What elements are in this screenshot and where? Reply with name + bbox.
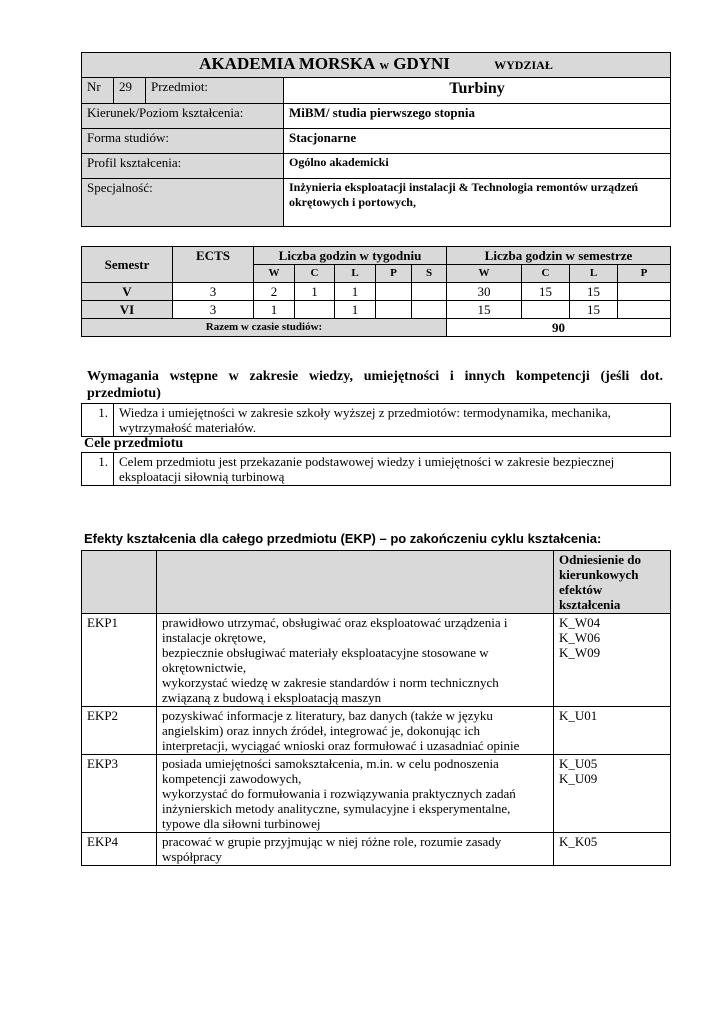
outcomes-header-code [82,551,157,614]
weekly-cell [412,301,447,319]
item-text: Celem przedmiotu jest przekazanie podstawowej wiedzy i umiejętności w zakresie bezpiecznej eksploatacji siłownią turbinową [114,453,671,486]
weekly-col-w: W [254,265,295,283]
table-row [82,614,671,707]
total-value: 90 [447,319,671,337]
profile-label: Profil kształcenia: [82,154,284,179]
outcome-code: EKP3 [82,755,157,833]
goals-heading: Cele przedmiotu [84,436,184,451]
table-row [82,283,671,301]
field-value: MiBM/ studia pierwszego stopnia [284,104,671,129]
weekly-cell: 1 [254,301,295,319]
semester-hours-cell: 15 [570,283,618,301]
semester-hours-cell [618,283,671,301]
field-label: Kierunek/Poziom kształcenia: [82,104,284,129]
semester-hours-cell: 15 [447,301,522,319]
outcome-refs: K_W04 K_W06 K_W09 [554,614,671,707]
sem-col-c: C [522,265,570,283]
semester-hours-cell: 30 [447,283,522,301]
outcome-refs: K_U05 K_U09 [554,755,671,833]
outcome-code: EKP1 [82,614,157,707]
outcome-code: EKP2 [82,707,157,755]
item-number: 1. [82,404,114,437]
university-title: AKADEMIA MORSKA w GDYNI WYDZIAŁ [82,53,671,78]
outcomes-table [81,550,671,866]
requirements-table [81,403,671,437]
ects-cell: 3 [173,283,254,301]
outcome-text: pracować w grupie przyjmując w niej różne role, rozumie zasady współpracy [157,833,554,866]
outcome-refs: K_U01 [554,707,671,755]
subject-label: Przedmiot: [146,78,284,104]
outcome-text: prawidłowo utrzymać, obsługiwać oraz eksploatować urządzenia i instalacje okrętowe, bezpiecznie obsługiwać materiały eksploatacyjne stosowane w okrętownictwie, wykorzystać wiedzę w zakresie standardów i norm technicznych związaną z budową i eksploatacją maszyn [157,614,554,707]
specialty-value: Inżynieria eksploatacji instalacji & Technologia remontów urządzeń okrętowych i portowych, [284,179,671,227]
weekly-cell: 1 [335,301,376,319]
total-label: Razem w czasie studiów: [82,319,447,337]
weekly-col-c: C [295,265,335,283]
semester-hours-header: Liczba godzin w semestrze [447,247,671,265]
goals-table [81,452,671,486]
header-table [81,52,671,227]
weekly-cell [412,283,447,301]
outcome-refs: K_K05 [554,833,671,866]
list-item [82,404,671,437]
study-form-value: Stacjonarne [284,129,671,154]
weekly-cell: 1 [295,283,335,301]
hours-table [81,246,671,337]
subject-value: Turbiny [284,78,671,104]
requirements-heading: Wymagania wstępne w zakresie wiedzy, umiejętności i innych kompetencji (jeśli dot. przedmiotu) [87,369,663,401]
table-row [82,301,671,319]
item-number: 1. [82,453,114,486]
semester-cell: VI [82,301,173,319]
profile-value: Ogólno akademicki [284,154,671,179]
ects-header: ECTS [173,247,254,283]
item-text: Wiedza i umiejętności w zakresie szkoły wyższej z przedmiotów: termodynamika, mechanika, wytrzymałość materiałów. [114,404,671,437]
sem-col-p: P [618,265,671,283]
sem-col-w: W [447,265,522,283]
weekly-cell: 2 [254,283,295,301]
list-item [82,453,671,486]
weekly-col-s: S [412,265,447,283]
weekly-cell [295,301,335,319]
weekly-col-p: P [376,265,412,283]
faculty-label: WYDZIAŁ [494,58,553,72]
semester-hours-cell: 15 [522,283,570,301]
outcome-code: EKP4 [82,833,157,866]
study-form-label: Forma studiów: [82,129,284,154]
outcomes-ref-header: Odniesienie do kierunkowych efektów kształcenia [554,551,671,614]
semester-hours-cell [522,301,570,319]
nr-label: Nr [82,78,114,104]
table-row [82,755,671,833]
weekly-cell [376,283,412,301]
weekly-cell [376,301,412,319]
table-row [82,833,671,866]
sem-col-l: L [570,265,618,283]
table-row [82,707,671,755]
outcomes-header-text [157,551,554,614]
nr-value: 29 [114,78,146,104]
specialty-label: Specjalność: [82,179,284,227]
semester-header: Semestr [82,247,173,283]
semester-hours-cell [618,301,671,319]
outcome-text: posiada umiejętności samokształcenia, m.in. w celu podnoszenia kompetencji zawodowych, wykorzystać do formułowania i rozwiązywania praktycznych zadań inżynierskich metody analityczne, symulacyjne i eksperymentalne, typowe dla siłowni turbinowej [157,755,554,833]
outcomes-heading: Efekty kształcenia dla całego przedmiotu (EKP) – po zakończeniu cyklu kształcenia: [84,531,602,546]
weekly-col-l: L [335,265,376,283]
semester-hours-cell: 15 [570,301,618,319]
outcome-text: pozyskiwać informacje z literatury, baz danych (także w języku angielskim) oraz innych źródeł, integrować je, dokonując ich interpretacji, wyciągać wnioski oraz formułować i uzasadniać opinie [157,707,554,755]
semester-cell: V [82,283,173,301]
weekly-cell: 1 [335,283,376,301]
ects-cell: 3 [173,301,254,319]
weekly-hours-header: Liczba godzin w tygodniu [254,247,447,265]
